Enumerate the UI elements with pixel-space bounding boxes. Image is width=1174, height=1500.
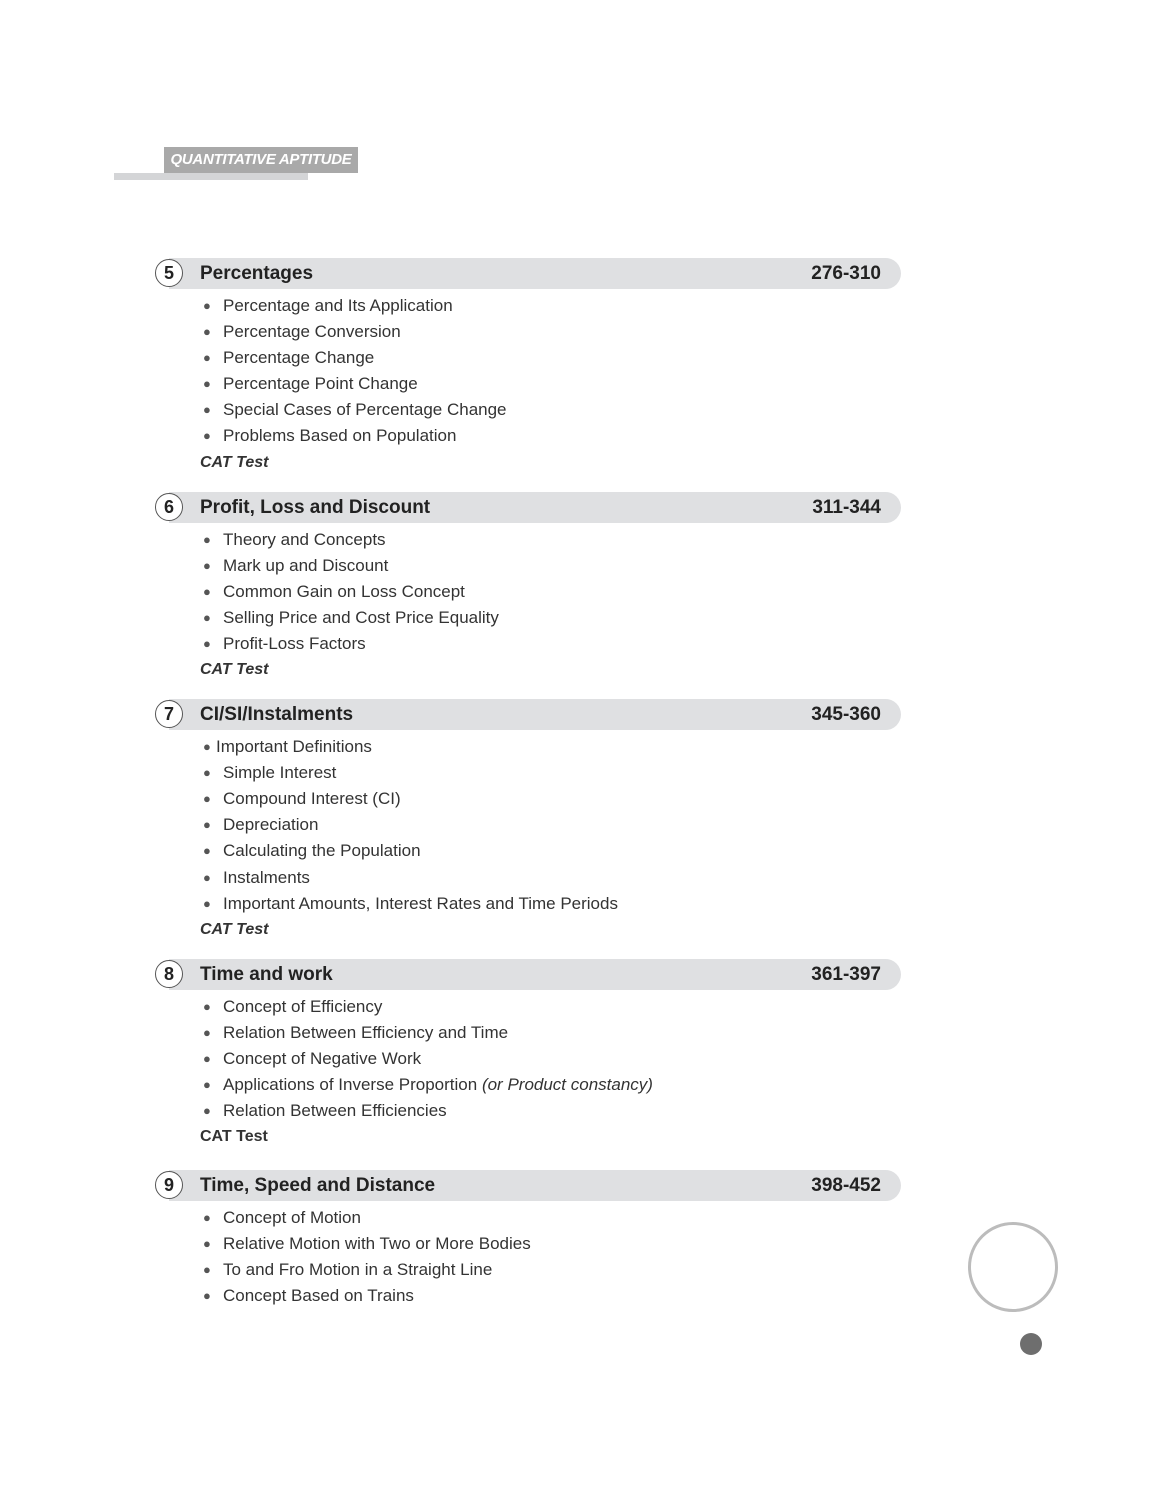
cat-test-label: CAT Test <box>200 920 269 938</box>
bullet-icon: ● <box>203 1024 211 1040</box>
chapter-title: Profit, Loss and Discount <box>200 496 431 518</box>
bullet-icon: ● <box>203 998 211 1014</box>
bullet-icon: ● <box>203 739 211 755</box>
list-item: ● Important Definitions <box>201 734 901 760</box>
list-item: ● Percentage Point Change <box>201 371 901 397</box>
bullet-icon: ● <box>203 791 211 807</box>
chapter-6 <box>155 492 901 683</box>
page-dot-icon <box>1020 1333 1042 1355</box>
chapter-pages: 311-344 <box>812 496 881 518</box>
list-item: ● Special Cases of Percentage Change <box>201 397 901 423</box>
cat-test-label: CAT Test <box>200 661 269 679</box>
bullet-icon: ● <box>203 843 211 859</box>
list-item: ● Concept of Negative Work <box>201 1046 901 1072</box>
bullet-icon: ● <box>203 376 211 392</box>
list-item: ● Profit-Loss Factors <box>201 631 901 657</box>
bullet-icon: ● <box>203 583 211 599</box>
cat-test-label: CAT Test <box>200 1128 268 1146</box>
section-label: QUANTITATIVE APTITUDE <box>164 147 358 173</box>
chapter-5 <box>155 258 901 476</box>
list-item: ● Relative Motion with Two or More Bodies <box>201 1231 901 1257</box>
bullet-icon: ● <box>203 1236 211 1252</box>
chapter-header[interactable] <box>155 1170 901 1201</box>
chapter-number: 8 <box>155 960 183 988</box>
bullet-icon: ● <box>203 869 211 885</box>
bullet-icon: ● <box>203 1262 211 1278</box>
section-label-underline <box>114 173 308 180</box>
chapter-pages: 361-397 <box>811 963 881 985</box>
bullet-icon: ● <box>203 1288 211 1304</box>
chapter-pages: 398-452 <box>811 1175 881 1197</box>
bullet-icon: ● <box>203 298 211 313</box>
chapter-number: 9 <box>155 1171 183 1199</box>
list-item: ● Common Gain on Loss Concept <box>201 579 901 605</box>
chapter-title: CI/SI/Instalments <box>200 704 354 726</box>
bullet-icon: ● <box>203 1103 211 1119</box>
topic-list <box>155 730 901 917</box>
bullet-icon: ● <box>203 1210 211 1226</box>
list-item: ● Mark up and Discount <box>201 553 901 579</box>
list-item: ● Depreciation <box>201 812 901 838</box>
bullet-icon: ● <box>203 531 211 547</box>
chapter-pages: 276-310 <box>811 263 881 284</box>
list-item: ● Percentage and Its Application <box>201 293 901 319</box>
topic-list <box>155 523 901 657</box>
topic-list <box>155 289 901 450</box>
chapter-8 <box>155 959 901 1150</box>
chapter-7 <box>155 699 901 943</box>
bullet-icon: ● <box>203 609 211 625</box>
bullet-icon: ● <box>203 765 211 781</box>
chapter-header[interactable] <box>155 699 901 730</box>
topic-list <box>155 990 901 1124</box>
list-item: ● Instalments <box>201 865 901 891</box>
chapter-number: 5 <box>155 259 183 287</box>
chapter-number: 6 <box>155 493 183 521</box>
topic-note: (or Product constancy) <box>481 1074 653 1094</box>
chapter-header[interactable] <box>155 258 901 289</box>
list-item: ● Relation Between Efficiencies <box>201 1098 901 1124</box>
list-item: ● To and Fro Motion in a Straight Line <box>201 1257 901 1283</box>
bullet-icon: ● <box>203 350 211 366</box>
page-number-circle <box>968 1222 1058 1312</box>
list-item: ● Percentage Change <box>201 345 901 371</box>
list-item: ● Important Amounts, Interest Rates and Time Periods <box>201 891 901 917</box>
chapter-title: Time, Speed and Distance <box>200 1175 436 1197</box>
chapter-number: 7 <box>155 700 183 728</box>
bullet-icon: ● <box>203 895 211 911</box>
list-item: ● Theory and Concepts <box>201 527 901 553</box>
list-item: ● Calculating the Population <box>201 838 901 864</box>
bullet-icon: ● <box>203 1050 211 1066</box>
list-item: ● Concept of Motion <box>201 1205 901 1231</box>
chapter-header[interactable] <box>155 959 901 990</box>
list-item: ● Applications of Inverse Proportion (or Product constancy) <box>201 1072 901 1098</box>
chapter-9 <box>155 1170 901 1309</box>
bullet-icon: ● <box>203 557 211 573</box>
list-item: ● Selling Price and Cost Price Equality <box>201 605 901 631</box>
topic-list <box>155 1201 901 1309</box>
list-item: ● Percentage Conversion <box>201 319 901 345</box>
bullet-icon: ● <box>203 324 211 340</box>
cat-test-label: CAT Test <box>200 453 269 471</box>
list-item: ● Concept of Efficiency <box>201 994 901 1020</box>
chapter-header[interactable] <box>155 492 901 523</box>
bullet-icon: ● <box>203 428 211 444</box>
bullet-icon: ● <box>203 402 211 418</box>
bullet-icon: ● <box>203 635 211 651</box>
table-of-contents <box>155 258 901 1310</box>
chapter-pages: 345-360 <box>811 704 881 726</box>
chapter-title: Time and work <box>200 963 333 985</box>
chapter-title: Percentages <box>200 263 314 284</box>
bullet-icon: ● <box>203 1076 211 1092</box>
list-item: ● Simple Interest <box>201 760 901 786</box>
list-item: ● Problems Based on Population <box>201 423 901 449</box>
bullet-icon: ● <box>203 817 211 833</box>
list-item: ● Concept Based on Trains <box>201 1283 901 1309</box>
list-item: ● Relation Between Efficiency and Time <box>201 1020 901 1046</box>
list-item: ● Compound Interest (CI) <box>201 786 901 812</box>
